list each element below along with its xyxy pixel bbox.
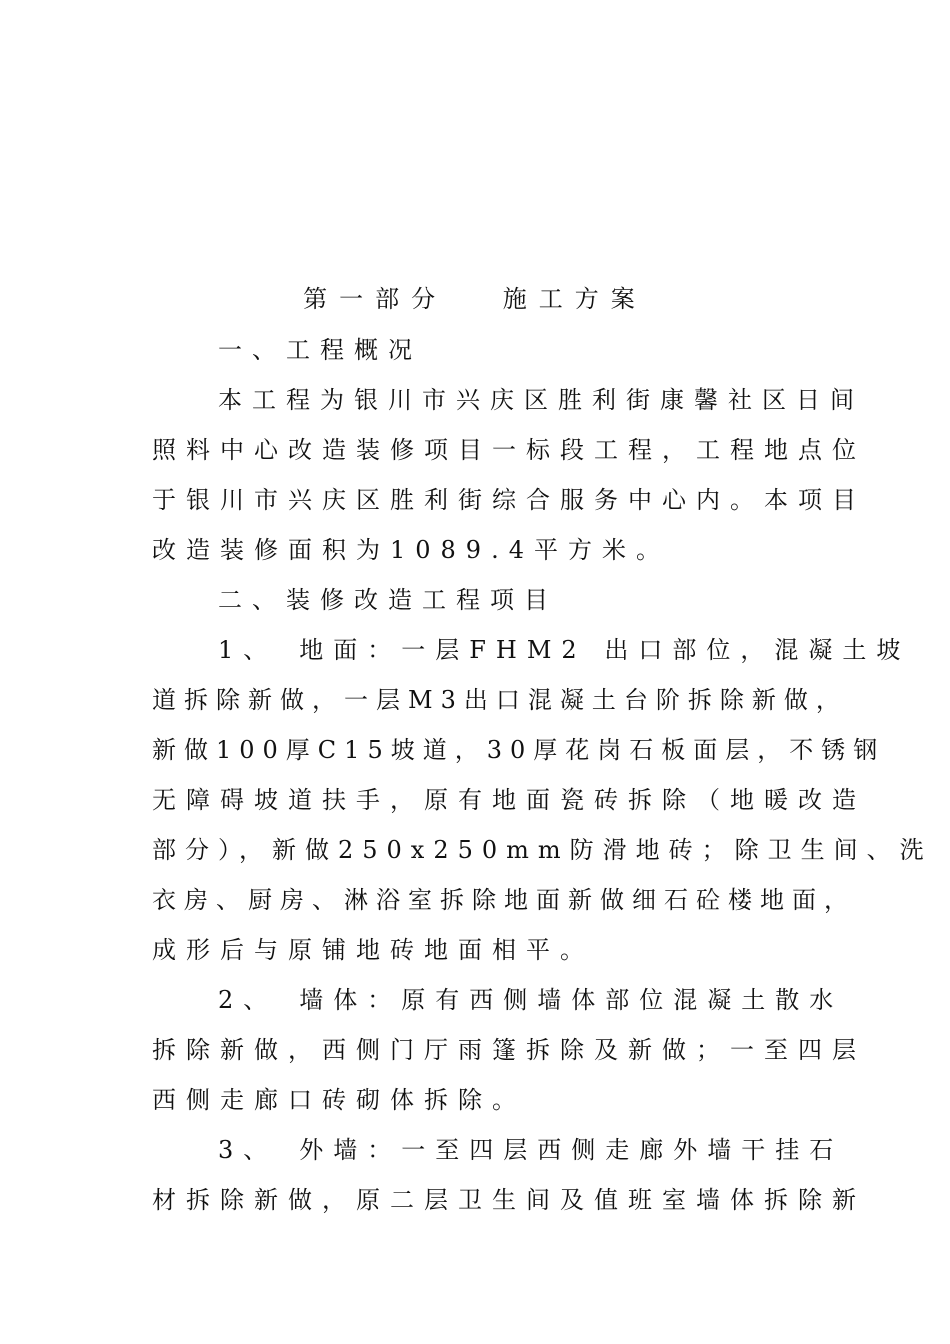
- part-title: 第一部分 施工方案: [303, 285, 647, 313]
- paragraph-line: 新做100厚C15坡道，30厚花岗石板面层，不锈钢: [152, 736, 886, 764]
- paragraph-line: 3、 外墙：一至四层西侧走廊外墙干挂石: [218, 1136, 844, 1164]
- paragraph-line: 西侧走廊口砖砌体拆除。: [152, 1086, 526, 1114]
- paragraph-line: 材拆除新做，原二层卫生间及值班室墙体拆除新: [152, 1186, 866, 1214]
- paragraph-line: 本工程为银川市兴庆区胜利街康馨社区日间: [218, 386, 864, 414]
- paragraph-line: 衣房、厨房、淋浴室拆除地面新做细石砼楼地面，: [152, 886, 856, 914]
- paragraph-line: 1、 地面：一层FHM2 出口部位，混凝土坡: [218, 636, 911, 664]
- section-heading-overview: 一、工程概况: [218, 336, 422, 364]
- paragraph-line: 2、 墙体：原有西侧墙体部位混凝土散水: [218, 986, 844, 1014]
- paragraph-line: 成形后与原铺地砖地面相平。: [152, 936, 594, 964]
- paragraph-line: 道拆除新做，一层M3出口混凝土台阶拆除新做，: [152, 686, 848, 714]
- paragraph-line: 部分），新做250x250mm防滑地砖；除卫生间、洗: [152, 836, 933, 864]
- paragraph-line: 改造装修面积为1089.4平方米。: [152, 536, 670, 564]
- paragraph-line: 照料中心改造装修项目一标段工程，工程地点位: [152, 436, 866, 464]
- paragraph-line: 拆除新做，西侧门厅雨篷拆除及新做；一至四层: [152, 1036, 866, 1064]
- section-heading-items: 二、装修改造工程项目: [218, 586, 558, 614]
- paragraph-line: 于银川市兴庆区胜利街综合服务中心内。本项目: [152, 486, 866, 514]
- paragraph-line: 无障碍坡道扶手，原有地面瓷砖拆除（地暖改造: [152, 786, 866, 814]
